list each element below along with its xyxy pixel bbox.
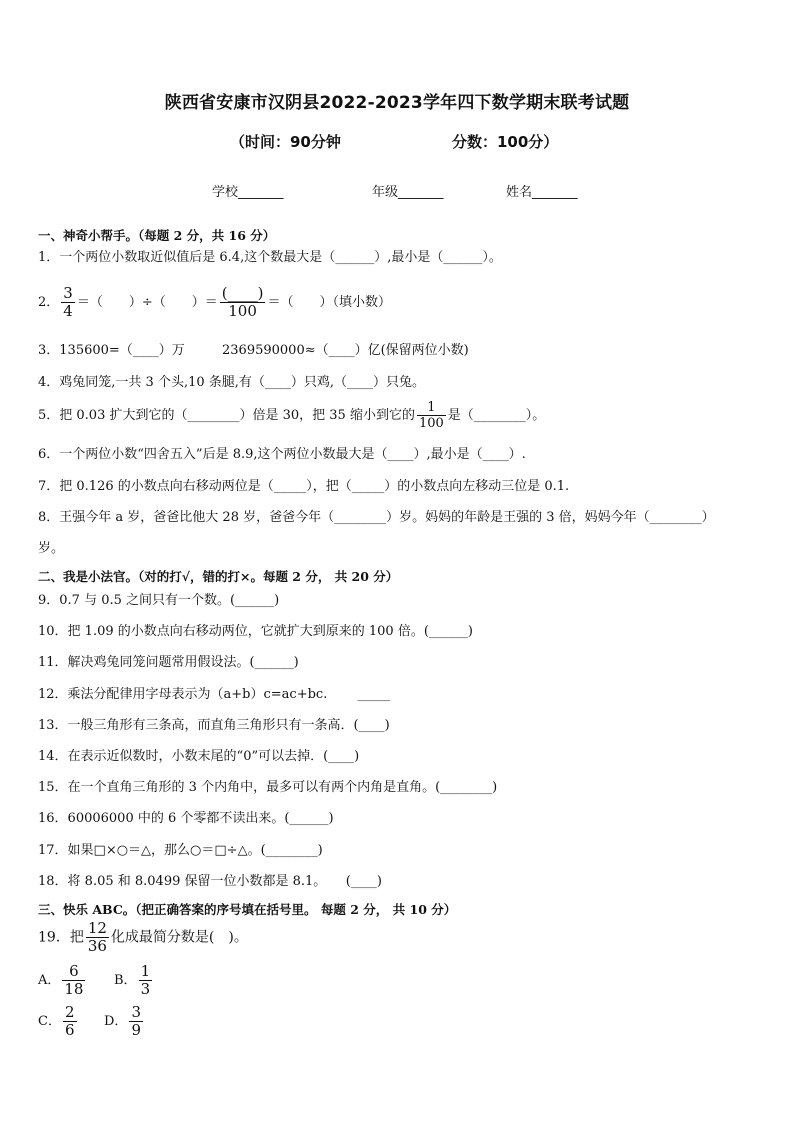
exam-score: 分数：100分）: [452, 133, 559, 151]
question-5-prefix: 5．把 0.03 扩大到它的（________）倍是 30，把 35 缩小到它的: [38, 408, 415, 423]
question-5-fraction-1-100: [417, 400, 446, 431]
question-6: 6．一个两位小数“四舍五入”后是 8.9,这个两位小数最大是（____）,最小是（____）.: [38, 447, 526, 462]
question-5-suffix: 是（________）。: [447, 408, 546, 423]
question-2: [38, 285, 391, 320]
question-18: 18．将 8.05 和 8.0499 保留一位小数都是 8.1。 (____): [38, 874, 382, 889]
section-1-heading: 一、神奇小帮手。（每题 2 分，共 16 分）: [38, 228, 276, 243]
fraction-denominator: 3: [140, 980, 151, 998]
option-d: [104, 1004, 145, 1039]
question-19: [38, 920, 248, 955]
question-7: 7．把 0.126 的小数点向右移动两位是（_____），把（_____）的小数点向左移动三位是 0.1.: [38, 479, 570, 494]
fraction-denominator: 9: [131, 1021, 141, 1039]
question-3-part-b: 2369590000≈（____）亿(保留两位小数): [222, 343, 469, 358]
question-11: 11．解决鸡兔同笼问题常用假设法。(______): [38, 655, 299, 670]
fraction-numerator: 3: [63, 284, 73, 302]
option-label: D．: [104, 1014, 128, 1029]
fraction-denominator: 4: [63, 302, 73, 320]
name-field: 姓名_______: [506, 185, 578, 200]
question-9: 9．0.7 与 0.5 之间只有一个数。(______): [38, 593, 280, 608]
option-c: [38, 1004, 79, 1039]
question-14: 14．在表示近似数时，小数末尾的“0”可以去掉．(____): [38, 749, 360, 764]
option-a: [38, 963, 87, 998]
question-4: 4．鸡兔同笼,一共 3 个头,10 条腿,有（____）只鸡,（____）只兔。: [38, 375, 426, 390]
question-2-suffix: ＝（ ）（填小数）: [267, 295, 391, 310]
fraction-denominator: 100: [418, 416, 444, 431]
question-8-line-2: 岁。: [38, 541, 65, 556]
option-label: C．: [38, 1014, 61, 1029]
question-2-middle: ＝（ ）÷（ ）＝: [76, 295, 218, 310]
question-8-line-1: 8．王强今年 a 岁，爸爸比他大 28 岁，爸爸今年（________）岁。妈妈的年龄是王强的 3 倍，妈妈今年（________）: [38, 510, 715, 525]
section-3-heading: 三、快乐 ABC。（把正确答案的序号填在括号里。 每题 2 分， 共 10 分）: [38, 902, 457, 917]
option-label: B．: [114, 973, 137, 988]
fraction-numerator: 2: [64, 1003, 75, 1021]
fraction-numerator: 1: [140, 962, 151, 980]
question-2-fraction-blank-100: [220, 285, 266, 320]
fraction-numerator: 3: [131, 1003, 141, 1021]
question-13: 13．一般三角形有三条高，而直角三角形只有一条高．(____): [38, 718, 390, 733]
school-field: 学校_______: [212, 185, 284, 200]
question-12: 12．乘法分配律用字母表示为（a+b）c=ac+bc. _____: [38, 687, 390, 702]
option-fraction: [139, 963, 153, 998]
question-19-prefix: 19．把: [38, 929, 84, 946]
fraction-numerator: (____): [221, 284, 264, 302]
fraction-denominator: 36: [87, 937, 107, 955]
question-19-suffix: 化成最简分数是( )。: [110, 929, 248, 946]
section-2-heading: 二、我是小法官。（对的打√，错的打×。每题 2 分， 共 20 分）: [38, 569, 399, 584]
question-16: 16．60006000 中的 6 个零都不读出来。(______): [38, 811, 334, 826]
question-15: 15．在一个直角三角形的 3 个内角中，最多可以有两个内角是直角。(________): [38, 780, 498, 795]
question-2-prefix: 2．: [38, 295, 60, 310]
question-3-part-a: 3．135600=（____）万: [38, 343, 185, 358]
option-b: [114, 963, 154, 998]
question-19-fraction-12-36: [86, 920, 109, 955]
fraction-numerator: 12: [87, 919, 107, 937]
option-fraction: [129, 1004, 143, 1039]
fraction-denominator: 6: [64, 1021, 75, 1039]
grade-field: 年级_______: [372, 185, 444, 200]
option-fraction: [62, 963, 85, 998]
question-17: 17．如果□×○＝△，那么○＝□÷△。(________): [38, 843, 323, 858]
fraction-numerator: 6: [62, 963, 85, 981]
page-title: 陕西省安康市汉阴县2022-2023学年四下数学期末联考试题: [164, 93, 630, 113]
option-fraction: [63, 1004, 77, 1039]
fraction-denominator: 18: [64, 980, 84, 998]
question-2-fraction-3-4: [61, 285, 75, 320]
option-label: A．: [38, 973, 61, 988]
question-1: 1．一个两位小数取近似值后是 6.4,这个数最大是（______）,最小是（______）。: [38, 250, 502, 265]
exam-time: （时间：90分钟: [230, 133, 341, 151]
fraction-numerator: 1: [417, 400, 446, 416]
question-10: 10．把 1.09 的小数点向右移动两位，它就扩大到原来的 100 倍。(______): [38, 624, 473, 639]
question-5: [38, 400, 545, 431]
fraction-denominator: 100: [228, 302, 257, 320]
